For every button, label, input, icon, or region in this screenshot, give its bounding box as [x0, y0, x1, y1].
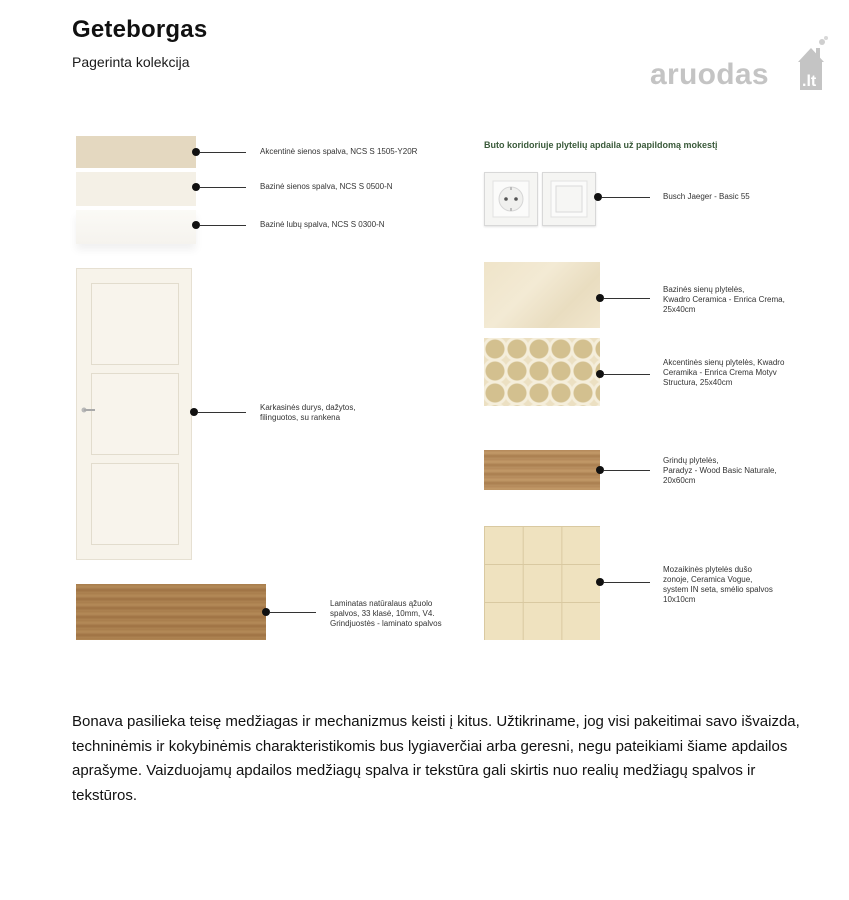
accent-wall-tile-swatch — [484, 338, 600, 406]
page-subtitle: Pagerinta kolekcija — [72, 54, 190, 70]
socket-icon — [485, 173, 537, 225]
door-image — [76, 268, 192, 560]
floor-tile-swatch — [484, 450, 600, 490]
aruodas-logo[interactable] — [650, 36, 830, 96]
pointer-dot — [192, 148, 200, 156]
base-wall-swatch — [76, 172, 196, 206]
pointer-line — [200, 225, 246, 226]
pointer-dot — [596, 294, 604, 302]
pointer-line — [604, 470, 650, 471]
pointer-line — [604, 582, 650, 583]
pointer-line — [602, 197, 650, 198]
pointer-line — [198, 412, 246, 413]
pointer-dot — [262, 608, 270, 616]
pointer-dot — [596, 578, 604, 586]
light-switch-icon — [543, 173, 595, 225]
door-panel — [91, 283, 179, 365]
socket-image — [484, 172, 538, 226]
laminate-label: Laminatas natūralaus ąžuolo spalvos, 33 klasė, 10mm, V4. Grindjuostės - laminato spalvos — [330, 599, 442, 628]
door-panel — [91, 463, 179, 545]
door-label: Karkasinės durys, dažytos, filinguotos, su rankena — [260, 403, 356, 422]
pointer-line — [604, 374, 650, 375]
house-logo-icon — [798, 36, 828, 96]
ceiling-label: Bazinė lubų spalva, NCS S 0300-N — [260, 220, 385, 229]
mosaic-tile-swatch — [484, 526, 600, 640]
laminate-swatch — [76, 584, 266, 640]
door-handle-icon — [81, 407, 95, 413]
accent-wall-tile-label: Akcentinės sienų plytelės, Kwadro Ceramika - Enrica Crema Motyv Structura, 25x40cm — [663, 358, 785, 387]
pointer-dot — [596, 466, 604, 474]
pointer-line — [604, 298, 650, 299]
mosaic-tile-label: Mozaikinės plytelės dušo zonoje, Ceramica Vogue, system IN seta, smėlio spalvos 10x10cm — [663, 565, 773, 604]
base-wall-tile-swatch — [484, 262, 600, 328]
door-panel — [91, 373, 179, 455]
pointer-dot — [192, 183, 200, 191]
page-title: Geteborgas — [72, 16, 208, 43]
pointer-line — [200, 187, 246, 188]
pointer-dot — [190, 408, 198, 416]
pointer-dot — [596, 370, 604, 378]
pointer-line — [200, 152, 246, 153]
switches-label: Busch Jaeger - Basic 55 — [663, 192, 750, 201]
base-wall-tile-label: Bazinės sienų plytelės, Kwadro Ceramica - Enrica Crema, 25x40cm — [663, 285, 785, 314]
switch-image — [542, 172, 596, 226]
floor-tile-label: Grindų plytelės, Paradyz - Wood Basic Naturale, 20x60cm — [663, 456, 777, 485]
corridor-tiles-heading: Buto koridoriuje plytelių apdaila už papildomą mokestį — [484, 140, 718, 150]
ceiling-swatch — [76, 210, 196, 244]
pointer-dot — [192, 221, 200, 229]
pointer-dot — [594, 193, 602, 201]
logo-house-text: .lt — [802, 73, 817, 90]
pointer-line — [270, 612, 316, 613]
base-wall-label: Bazinė sienos spalva, NCS S 0500-N — [260, 182, 393, 191]
accent-wall-swatch — [76, 136, 196, 168]
logo-text: aruodas — [650, 58, 769, 91]
disclaimer-text: Bonava pasilieka teisę medžiagas ir mechanizmus keisti į kitus. Užtikriname, jog visi pakeitimai savo išvaizda, techninėmis ir kokybinėmis charakteristikomis bus lygiaverčiai arba geresni, negu pateikiami šiame apdailos aprašyme. Vaizduojamų apdailos medžiagų spalva ir tekstūra gali skirtis nuo realių medžiagų spalvos ir tekstūros. — [72, 713, 800, 804]
accent-wall-label: Akcentinė sienos spalva, NCS S 1505-Y20R — [260, 147, 418, 156]
